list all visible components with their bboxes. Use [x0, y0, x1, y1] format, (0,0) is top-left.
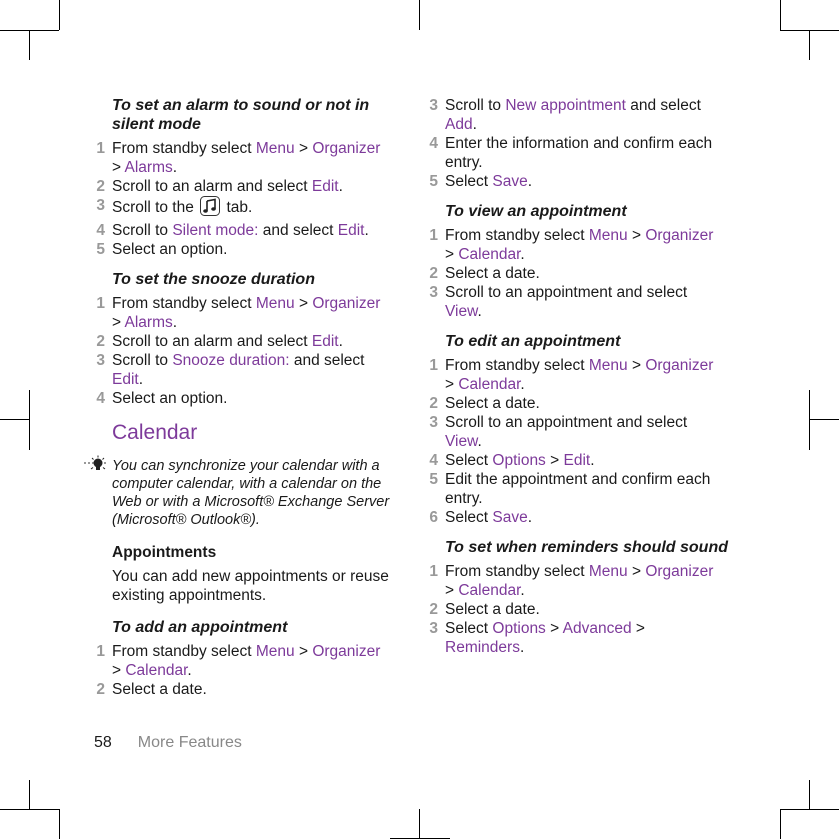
menu-link: Add: [445, 116, 473, 133]
step: 5 Select Save.: [429, 173, 533, 190]
step: 3 Scroll to New appointment and select Add.: [429, 97, 701, 133]
menu-link: Alarms: [124, 159, 173, 176]
crop-mark: [809, 780, 810, 810]
menu-link: Advanced: [562, 620, 632, 637]
tip-note: You can synchronize your calendar with a computer calendar, with a calendar on the Web or with a Microsoft® Exchange Server (Microsoft® Outlook®).: [112, 457, 412, 529]
menu-link: Calendar: [125, 662, 188, 679]
step: 1 From standby select Menu > Organizer > Calendar.: [429, 563, 714, 599]
step: 4 Enter the information and confirm each entry.: [429, 135, 713, 171]
menu-link: Edit: [563, 452, 591, 469]
procedure-heading: To set when reminders should sound: [445, 539, 728, 556]
step: 2 Scroll to an alarm and select Edit.: [96, 333, 343, 350]
crop-mark: [0, 419, 30, 420]
page-footer: [94, 734, 242, 752]
music-note-icon: [200, 196, 220, 221]
subheading: Appointments: [112, 544, 217, 561]
menu-link: Save: [492, 509, 528, 526]
crop-mark: [419, 809, 420, 839]
menu-link: Organizer: [312, 643, 381, 660]
crop-mark: [59, 809, 60, 839]
menu-link: Menu: [588, 357, 628, 374]
menu-link: Silent mode:: [172, 222, 259, 239]
right-column: [429, 96, 737, 657]
step: 1 From standby select Menu > Organizer > Alarms.: [96, 295, 381, 331]
menu-link: Options: [492, 452, 546, 469]
left-column: [96, 96, 412, 699]
step: 2 Select a date.: [429, 265, 540, 282]
menu-link: Reminders: [445, 639, 520, 656]
crop-mark: [29, 390, 30, 450]
crop-mark: [780, 0, 781, 30]
menu-link: Edit: [337, 222, 365, 239]
crop-mark: [809, 30, 810, 60]
procedure-heading: To edit an appointment: [445, 333, 621, 350]
lightbulb-icon: [84, 455, 112, 480]
procedure-heading: To set the snooze duration: [112, 271, 315, 288]
procedure-heading: To view an appointment: [445, 203, 627, 220]
step: 2 Scroll to an alarm and select Edit.: [96, 178, 343, 195]
crop-mark: [809, 390, 810, 450]
step: 1 From standby select Menu > Organizer > Calendar.: [429, 357, 714, 393]
menu-link: Edit: [112, 371, 139, 388]
menu-link: View: [445, 303, 478, 320]
step: 1 From standby select Menu > Organizer > Alarms.: [96, 140, 381, 176]
menu-link: Calendar: [458, 582, 521, 599]
menu-link: Calendar: [458, 376, 521, 393]
menu-link: Alarms: [124, 314, 173, 331]
step: 2 Select a date.: [96, 681, 207, 698]
crop-mark: [29, 30, 30, 60]
step: 4 Select Options > Edit.: [429, 452, 595, 469]
step: 1 From standby select Menu > Organizer > Calendar.: [429, 227, 714, 263]
menu-link: Calendar: [458, 246, 521, 263]
menu-link: Edit: [311, 178, 339, 195]
menu-link: Edit: [311, 333, 339, 350]
menu-link: Menu: [588, 227, 628, 244]
step: 1 From standby select Menu > Organizer > Calendar.: [96, 643, 381, 679]
procedure-heading: To add an appointment: [112, 619, 288, 636]
step: 3 Scroll to the tab.: [112, 196, 412, 221]
step: 3 Select Options > Advanced > Reminders.: [429, 620, 645, 656]
step: 2 Select a date.: [429, 601, 540, 618]
menu-link: View: [445, 433, 478, 450]
section-title: Calendar: [112, 421, 198, 444]
crop-mark: [29, 780, 30, 810]
menu-link: Save: [492, 173, 528, 190]
step: 6 Select Save.: [429, 509, 533, 526]
menu-link: Organizer: [645, 227, 714, 244]
menu-link: Organizer: [645, 357, 714, 374]
chapter-title: More Features: [137, 734, 242, 751]
menu-link: Menu: [255, 643, 295, 660]
menu-link: Menu: [255, 140, 295, 157]
step: 3 Scroll to an appointment and select View.: [429, 284, 688, 320]
step: 5 Select an option.: [96, 241, 228, 258]
crop-mark: [809, 419, 839, 420]
menu-link: New appointment: [505, 97, 626, 114]
step: 5 Edit the appointment and confirm each entry.: [429, 471, 711, 507]
paragraph: You can add new appointments or reuse existing appointments.: [112, 568, 389, 604]
step: 3 Scroll to an appointment and select View.: [429, 414, 688, 450]
menu-link: Menu: [255, 295, 295, 312]
menu-link: Options: [492, 620, 546, 637]
crop-mark: [59, 0, 60, 30]
page-number: 58: [94, 734, 112, 751]
menu-link: Snooze duration:: [172, 352, 290, 369]
crop-mark: [780, 809, 781, 839]
step: 4 Select an option.: [96, 390, 228, 407]
menu-link: Organizer: [312, 295, 381, 312]
crop-mark: [419, 0, 420, 30]
menu-link: Organizer: [645, 563, 714, 580]
step: 4 Scroll to Silent mode: and select Edit.: [96, 222, 369, 239]
step: 3 Scroll to Snooze duration: and select Edit.: [96, 352, 365, 388]
menu-link: Organizer: [312, 140, 381, 157]
step: 2 Select a date.: [429, 395, 540, 412]
menu-link: Menu: [588, 563, 628, 580]
procedure-heading: To set an alarm to sound or not in silent mode: [112, 97, 370, 133]
